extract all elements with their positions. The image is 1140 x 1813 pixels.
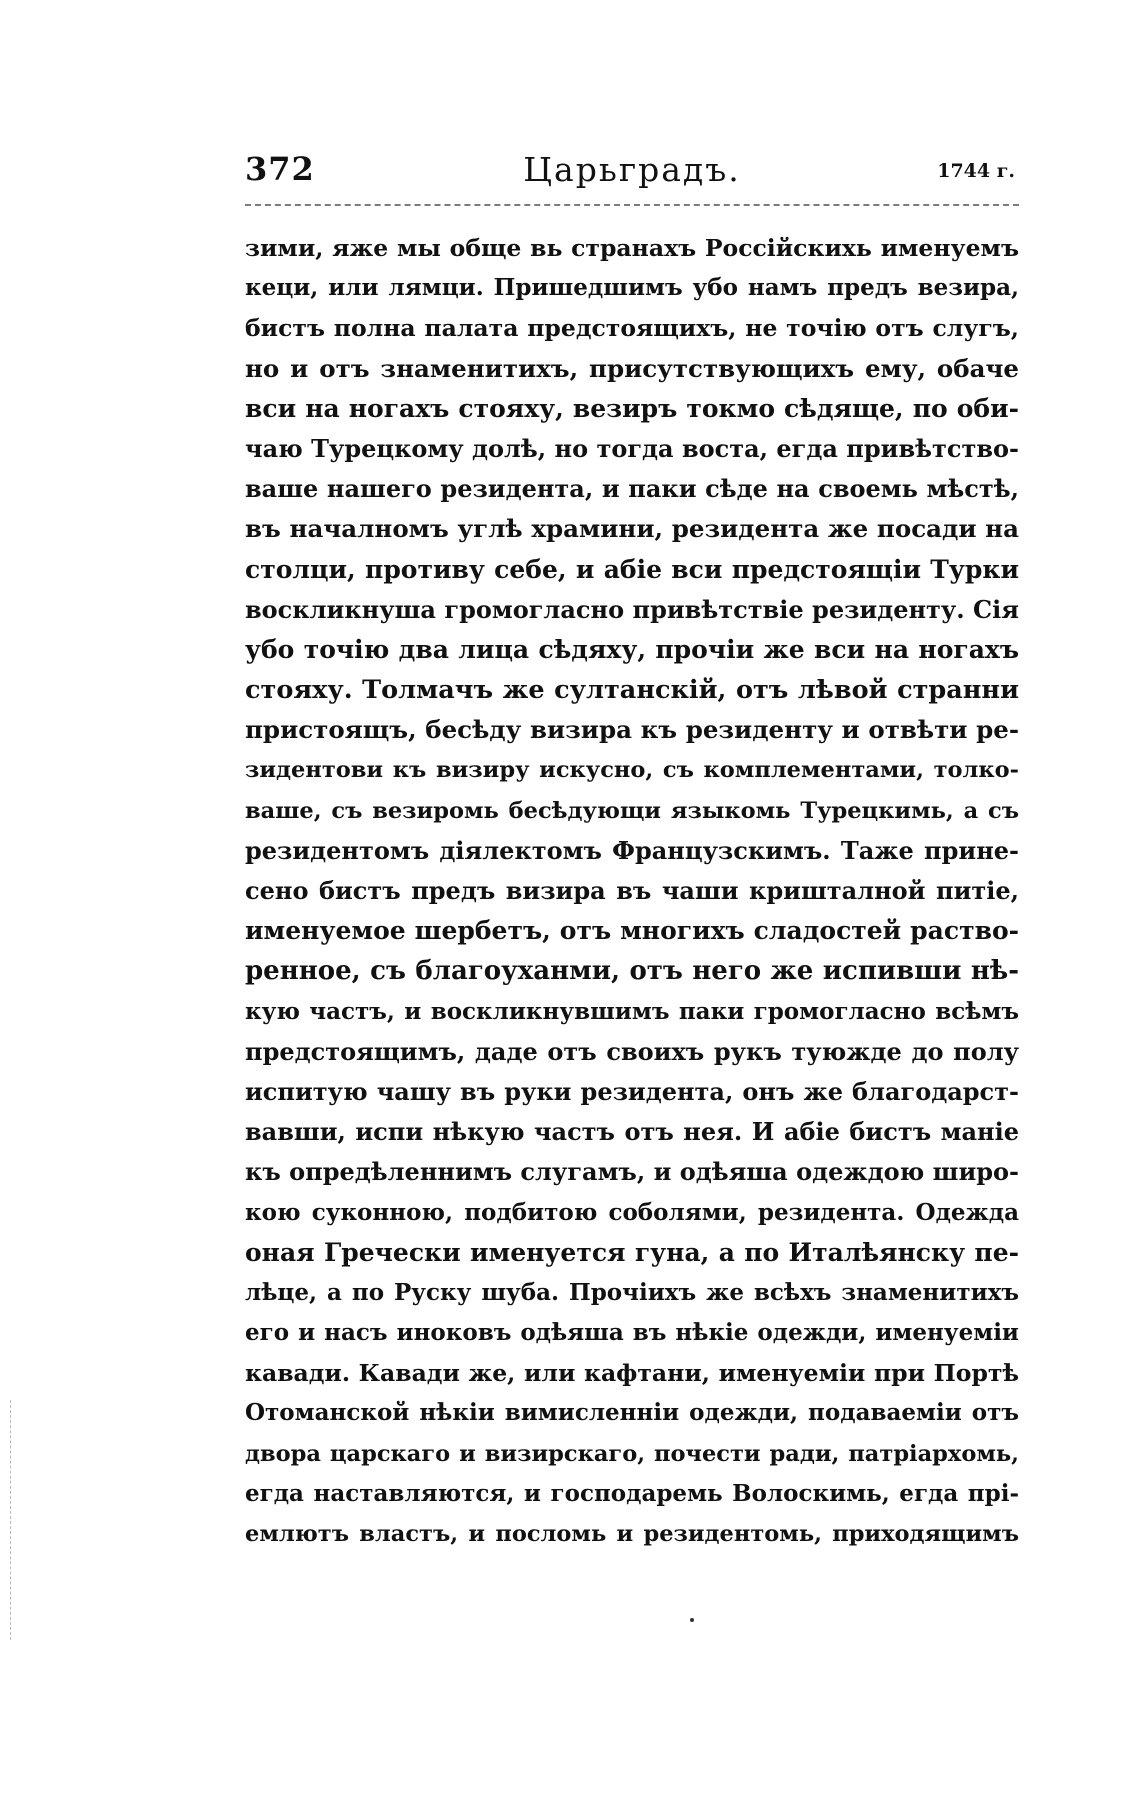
- text-line: Отоманской нѣкіи вимисленніи одежди, подаваеміи отъ: [245, 1399, 1019, 1427]
- page-number: 372: [245, 150, 315, 188]
- text-line: двора царскаго и визирскаго, почести ради, патріархомь,: [245, 1440, 1019, 1467]
- text-line: резидентомъ діялектомъ Французскимъ. Таже прине-: [245, 835, 1019, 865]
- text-line: предстоящимъ, даде отъ своихъ рукъ туюжде до полу: [245, 1036, 1019, 1066]
- text-line: лѣце, а по Руску шуба. Прочіихъ же всѣхъ знаменитихъ: [245, 1278, 1019, 1306]
- text-line: къ опредѣленнимъ слугамъ, и одѣяша одеждою широ-: [245, 1157, 1019, 1187]
- year-label: 1744 г.: [937, 160, 1015, 182]
- text-line: столци, противу себе, и абіе вси предстоящіи Турки: [245, 554, 1019, 584]
- text-line: чаю Турецкому долѣ, но тогда воста, егда привѣтство-: [245, 433, 1019, 463]
- text-line: кую частъ, и воскликнувшимъ паки громогласно всѣмъ: [245, 997, 1019, 1025]
- text-line: егда наставляются, и господаремь Волоскимь, егда прі-: [245, 1479, 1019, 1507]
- body-text: [245, 228, 1019, 1554]
- text-line: кою суконною, подбитою соболями, резидента. Одежда: [245, 1198, 1019, 1226]
- text-line: ренное, съ благоуханми, отъ него же испивши нѣ-: [245, 956, 1019, 987]
- text-line: его и насъ иноковъ одѣяша въ нѣкіе одежди, именуеміи: [245, 1319, 1019, 1347]
- text-line: въ началномъ углѣ храмини, резидента же посади на: [245, 514, 1019, 544]
- text-line: кавади. Кавади же, или кафтани, именуеміи при Портѣ: [245, 1359, 1019, 1388]
- text-line: зидентови къ визиру искусно, съ комплементами, толко-: [245, 757, 1019, 784]
- text-line: вавши, испи нѣкую частъ отъ нея. И абіе бистъ маніе: [245, 1117, 1019, 1147]
- text-line: сено бистъ предъ визира въ чаши кришталной питіе,: [245, 876, 1019, 905]
- header-rule: [245, 204, 1019, 206]
- running-head: [245, 150, 1019, 200]
- text-line: воскликнуша громогласно привѣтствіе резиденту. Сія: [245, 594, 1019, 624]
- text-line: бистъ полна палата предстоящихъ, не точію отъ слугъ,: [245, 314, 1019, 343]
- text-line: ваше нашего резидента, и паки сѣде на своемь мѣстѣ,: [245, 474, 1019, 504]
- text-line: но и отъ знаменитихъ, присутствующихъ ему, обаче: [245, 353, 1019, 383]
- text-line: зими, яже мы обще вь странахъ Россійскихь именуемъ: [245, 234, 1019, 262]
- text-line: убо точію два лица сѣдяху, прочіи же вси на ногахъ: [245, 634, 1019, 664]
- running-title: Царьградъ.: [523, 150, 741, 189]
- text-line: ваше, съ везиромь бесѣдующи языкомь Турецкимь, а съ: [245, 797, 1019, 824]
- text-line: именуемое шербетъ, отъ многихъ сладостей раство-: [245, 916, 1019, 946]
- text-line: стояху. Толмачъ же султанскій, отъ лѣвой странни: [245, 675, 1019, 706]
- text-line: пристоящъ, бесѣду визира къ резиденту и отвѣти ре-: [245, 715, 1019, 745]
- text-line: вси на ногахъ стояху, везиръ токмо сѣдяще, по оби-: [245, 393, 1019, 423]
- text-line: емлютъ властъ, и посломь и резидентомь, приходящимъ: [245, 1521, 1019, 1547]
- ink-dot: [690, 1618, 694, 1622]
- margin-scan-mark: [10, 1400, 12, 1640]
- text-line: испитую чашу въ руки резидента, онъ же благодарст-: [245, 1076, 1019, 1106]
- text-line: оная Гречески именуется гуна, а по Италѣянску пе-: [245, 1237, 1019, 1267]
- text-line: кеци, или лямци. Пришедшимъ убо намъ предъ везира,: [245, 274, 1019, 302]
